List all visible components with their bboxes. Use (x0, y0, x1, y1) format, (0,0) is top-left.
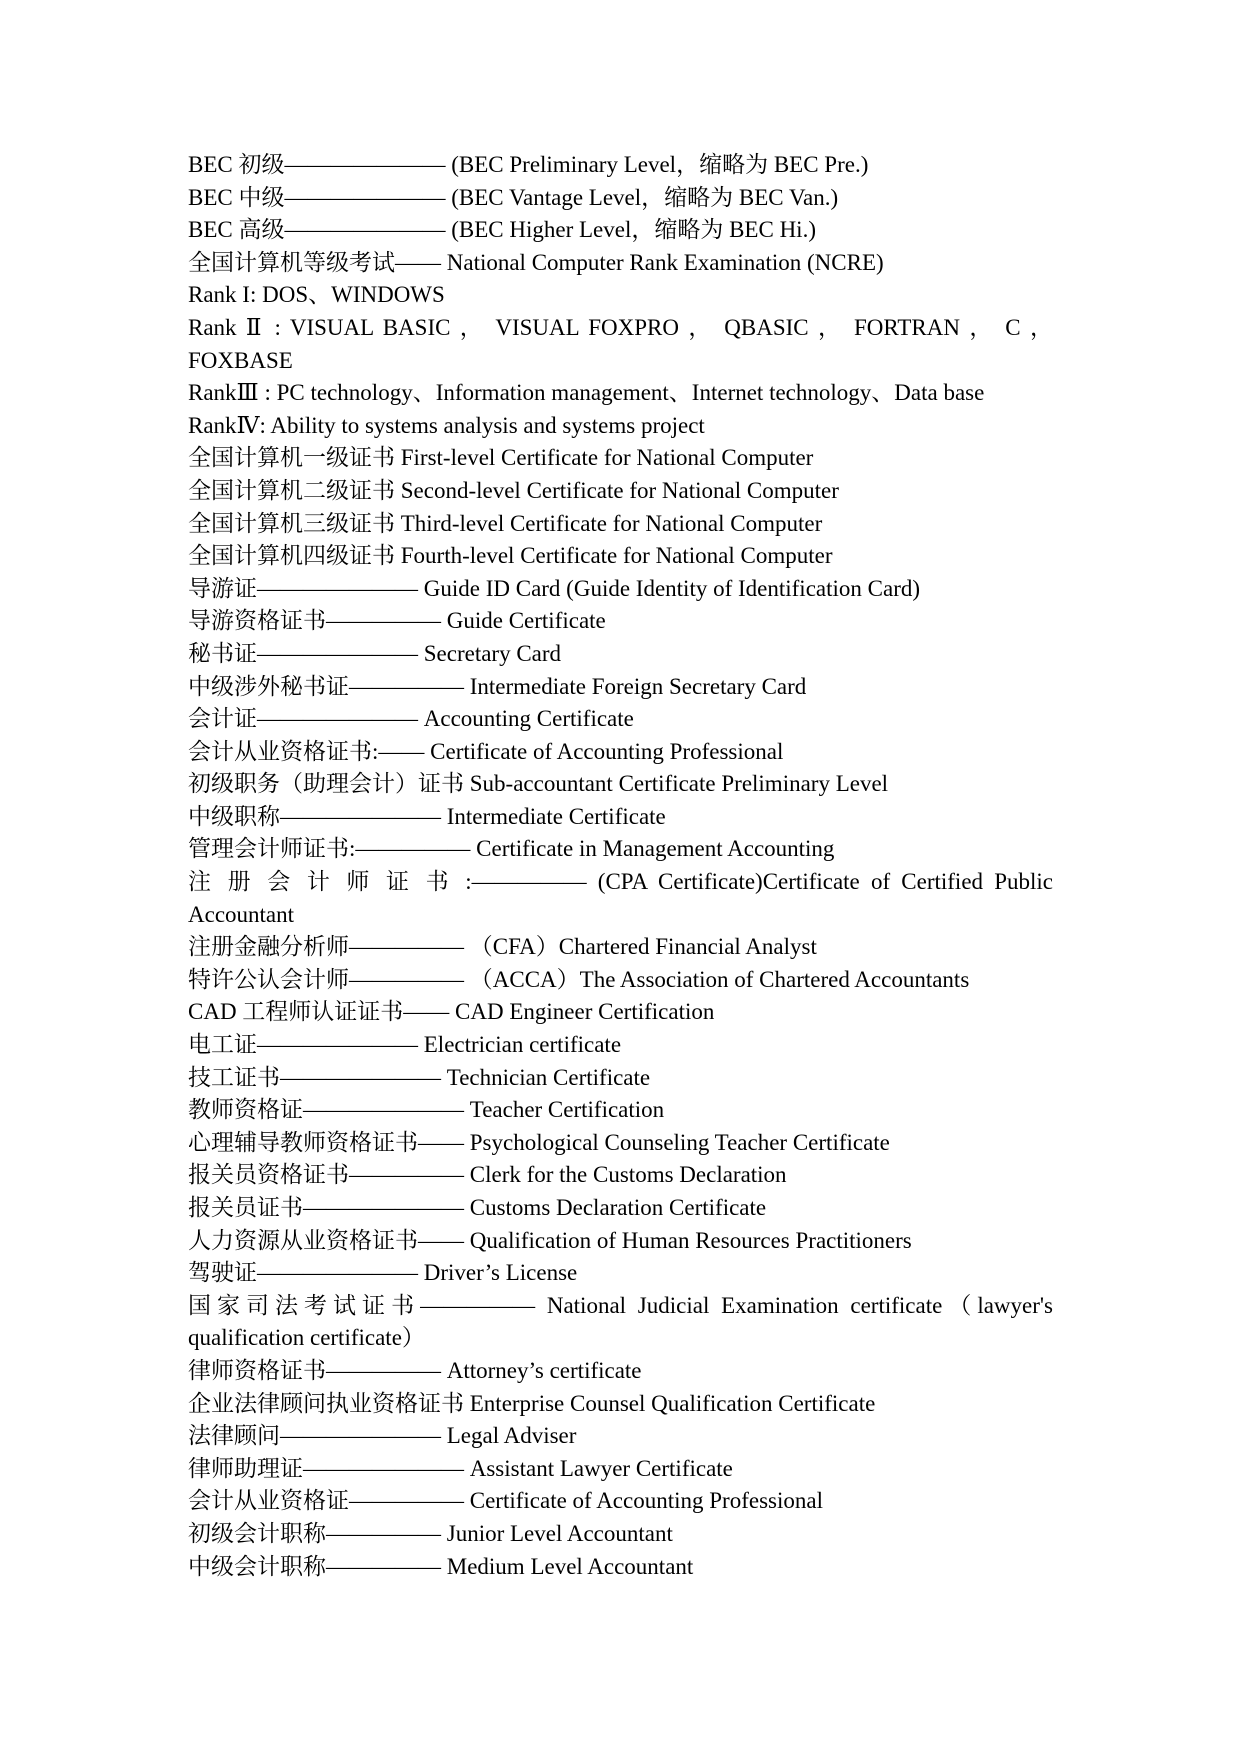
text-line: Rank I: DOS、WINDOWS (188, 282, 445, 308)
text-line: 国家司法考试证书————— National Judicial Examination certificate（lawyer's (188, 1292, 1053, 1318)
text-line: RankⅣ: Ability to systems analysis and systems project (188, 412, 705, 438)
text-line: CAD 工程师认证证书—— CAD Engineer Certification (188, 999, 715, 1025)
text-line: 初级职务（助理会计）证书 Sub-accountant Certificate Preliminary Level (188, 771, 889, 797)
text-line: 电工证——————— Electrician certificate (188, 1032, 622, 1058)
text-line: 心理辅导教师资格证书—— Psychological Counseling Teacher Certificate (188, 1129, 890, 1155)
text-line: 全国计算机一级证书 First-level Certificate for National Computer (188, 445, 814, 471)
text-line: Rank Ⅱ : VISUAL BASIC ， VISUAL FOXPRO ， QBASIC ， FORTRAN ， C ， (188, 314, 1053, 340)
text-line: 导游资格证书————— Guide Certificate (188, 608, 606, 634)
text-line: qualification certificate） (188, 1325, 425, 1351)
text-line: 注 册 会 计 师 证 书 :————— (CPA Certificate)Certificate of Certified Public (188, 869, 1053, 895)
text-line: Accountant (188, 901, 295, 927)
text-line: BEC 初级——————— (BEC Preliminary Level，缩略为 BEC Pre.) (188, 152, 869, 177)
text-line: 技工证书——————— Technician Certificate (188, 1064, 651, 1090)
text-line: 会计从业资格证书:—— Certificate of Accounting Professional (188, 738, 784, 764)
text-line: 注册金融分析师————— （CFA）Chartered Financial Analyst (188, 934, 817, 960)
text-line: 报关员资格证书————— Clerk for the Customs Declaration (188, 1162, 787, 1188)
text-line: 会计从业资格证————— Certificate of Accounting Professional (188, 1488, 823, 1514)
text-line: 中级会计职称————— Medium Level Accountant (188, 1553, 694, 1579)
text-line: 全国计算机等级考试—— National Computer Rank Examination (NCRE) (188, 249, 884, 275)
document-body (188, 149, 1053, 1583)
text-line: 企业法律顾问执业资格证书 Enterprise Counsel Qualification Certificate (188, 1390, 876, 1416)
text-line: 导游证——————— Guide ID Card (Guide Identity of Identification Card) (188, 575, 921, 601)
text-line: 中级涉外秘书证————— Intermediate Foreign Secretary Card (188, 673, 807, 699)
text-line: BEC 中级——————— (BEC Vantage Level，缩略为 BEC Van.) (188, 184, 839, 210)
text-line: 管理会计师证书:————— Certificate in Management Accounting (188, 836, 835, 862)
text-line: 人力资源从业资格证书—— Qualification of Human Resources Practitioners (188, 1227, 912, 1253)
text-line: 法律顾问——————— Legal Adviser (188, 1423, 577, 1449)
text-line: FOXBASE (188, 347, 293, 373)
text-line: 律师助理证——————— Assistant Lawyer Certificate (188, 1455, 733, 1481)
text-line: RankⅢ : PC technology、Information management、Internet technology、Data base (188, 380, 985, 406)
text-line: 秘书证——————— Secretary Card (188, 640, 562, 666)
text-line: 全国计算机三级证书 Third-level Certificate for National Computer (188, 510, 823, 536)
text-line: 特许公认会计师————— （ACCA）The Association of Chartered Accountants (188, 966, 970, 992)
text-line: 律师资格证书————— Attorney’s certificate (188, 1357, 642, 1383)
text-line: 驾驶证——————— Driver’s License (188, 1260, 578, 1286)
text-line: 全国计算机二级证书 Second-level Certificate for National Computer (188, 477, 839, 503)
text-line: 全国计算机四级证书 Fourth-level Certificate for National Computer (188, 543, 833, 569)
text-line: 中级职称——————— Intermediate Certificate (188, 803, 666, 829)
text-line: 教师资格证——————— Teacher Certification (188, 1097, 665, 1123)
text-line: 报关员证书——————— Customs Declaration Certificate (188, 1195, 767, 1220)
text-line: BEC 高级——————— (BEC Higher Level，缩略为 BEC Hi.) (188, 217, 816, 243)
text-line: 初级会计职称————— Junior Level Accountant (188, 1520, 673, 1546)
text-line: 会计证——————— Accounting Certificate (188, 706, 634, 732)
